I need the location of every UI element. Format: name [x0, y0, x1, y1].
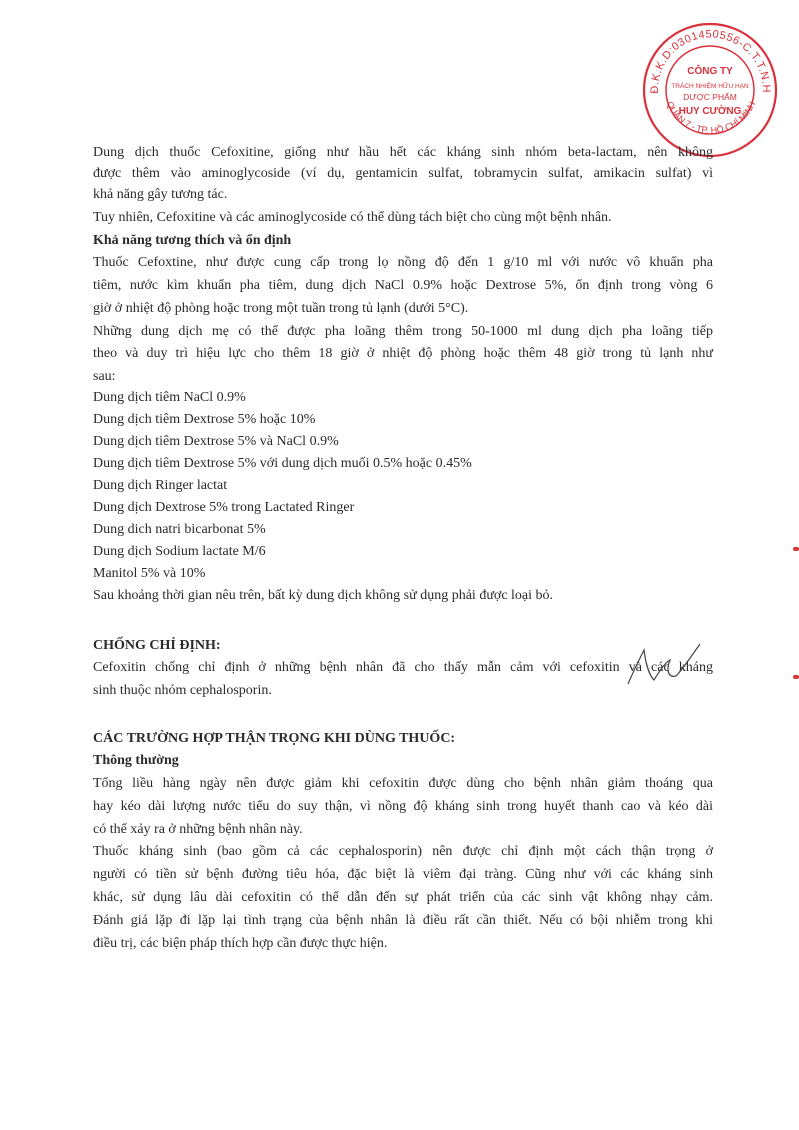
- edge-mark: [793, 675, 799, 679]
- text-line: khác, sử dụng lâu dài cefoxitin có thể dẫn đến sự phát triển của các sinh vật không nhạy cảm.: [93, 890, 713, 905]
- text-line: Sau khoảng thời gian nêu trên, bất kỳ dung dịch không sử dụng phải được loại bỏ.: [93, 588, 554, 603]
- list-item: Dung dịch Dextrose 5% trong Lactated Ringer: [93, 500, 355, 515]
- stamp-bottom-text: QUẬN 7 - TP. HỒ CHÍ MINH: [664, 99, 758, 136]
- text-line: Tổng liều hàng ngày nên được giảm khi cefoxitin được dùng cho bệnh nhân giảm thoáng qua: [93, 776, 713, 791]
- list-item: Dung dịch tiêm NaCl 0.9%: [93, 390, 246, 405]
- list-item: Dung dịch Sodium lactate M/6: [93, 544, 266, 559]
- list-item: Dung dich natri bicarbonat 5%: [93, 522, 266, 537]
- text-line: có thể xảy ra ở những bệnh nhân này.: [93, 822, 303, 837]
- subsection-heading: Thông thường: [93, 753, 179, 768]
- list-item: Manitol 5% và 10%: [93, 566, 206, 581]
- text-line: được thêm vào aminoglycoside (ví dụ, gentamicin sulfat, tobramycin sulfat, amikacin sulfat) vì: [93, 166, 713, 181]
- text-line: người có tiền sử bệnh đường tiêu hóa, đặc biệt là viêm đại tràng. Cũng như với các kháng sinh: [93, 867, 713, 882]
- text-line: sinh thuộc nhóm cephalosporin.: [93, 683, 272, 698]
- edge-mark: [793, 547, 799, 551]
- stamp-ring-text: Đ.K.K.D:0301450556-C.T.T.N.H: [648, 28, 773, 94]
- company-stamp: [638, 18, 783, 163]
- text-line: Thuốc Cefoxtine, như được cung cấp trong lọ nồng độ đến 1 g/10 ml với nước vô khuẩn pha: [93, 255, 713, 270]
- list-item: Dung dịch tiêm Dextrose 5% và NaCl 0.9%: [93, 434, 339, 449]
- text-line: giờ ở nhiệt độ phòng hoặc trong một tuần trong tủ lạnh (dưới 5°C).: [93, 301, 469, 316]
- stamp-line3: DƯỢC PHẨM: [683, 92, 737, 102]
- stamp-line1: CÔNG TY: [687, 66, 733, 77]
- stamp-line4: HUY CƯỜNG: [678, 106, 742, 117]
- text-line: khả năng gây tương tác.: [93, 187, 228, 202]
- text-line: Những dung dịch mẹ có thể được pha loãng thêm trong 50-1000 ml dung dịch pha loãng tiếp: [93, 324, 713, 339]
- text-line: sau:: [93, 369, 116, 384]
- signature-mark: [620, 640, 705, 690]
- text-line: theo và duy trì hiệu lực cho thêm 18 giờ ở nhiệt độ phòng hoặc thêm 48 giờ trong tủ lạnh như: [93, 346, 713, 361]
- section-heading: CHỐNG CHỈ ĐỊNH:: [93, 638, 221, 653]
- text-line: Thuốc kháng sinh (bao gồm cả các cephalosporin) nên được chỉ định một cách thận trọng ở: [93, 844, 713, 859]
- text-line: tiêm, nước kìm khuẩn pha tiêm, dung dịch NaCl 0.9% hoặc Dextrose 5%, ổn định trong vòng 6: [93, 278, 713, 293]
- text-line: Tuy nhiên, Cefoxitine và các aminoglycoside có thể dùng tách biệt cho cùng một bệnh nhân.: [93, 210, 612, 225]
- list-item: Dung dịch tiêm Dextrose 5% với dung dịch muối 0.5% hoặc 0.45%: [93, 456, 472, 471]
- list-item: Dung dịch Ringer lactat: [93, 478, 228, 493]
- text-line: Dung dịch thuốc Cefoxitine, giống như hầu hết các kháng sinh nhóm beta-lactam, nên không: [93, 145, 713, 160]
- text-line: Đánh giá lặp đi lặp lại tình trạng của bệnh nhân là điều rất cần thiết. Nếu có bội nhiễm trong khi: [93, 913, 713, 928]
- text-line: điều trị, các biện pháp thích hợp cần được thực hiện.: [93, 936, 388, 951]
- list-item: Dung dịch tiêm Dextrose 5% hoặc 10%: [93, 412, 316, 427]
- section-heading: Khả năng tương thích và ổn định: [93, 233, 292, 248]
- text-line: hay kéo dài lượng nước tiểu do suy thận, vì nồng độ kháng sinh trong huyết thanh cao và kéo dài: [93, 799, 713, 814]
- stamp-line2: TRÁCH NHIỆM HỮU HẠN: [671, 83, 749, 90]
- text-line: Cefoxitin chống chỉ định ở những bệnh nhân đã cho thấy mẫn cảm với cefoxitin và các kháng: [93, 660, 713, 675]
- section-heading: CÁC TRƯỜNG HỢP THẬN TRỌNG KHI DÙNG THUỐC:: [93, 731, 456, 746]
